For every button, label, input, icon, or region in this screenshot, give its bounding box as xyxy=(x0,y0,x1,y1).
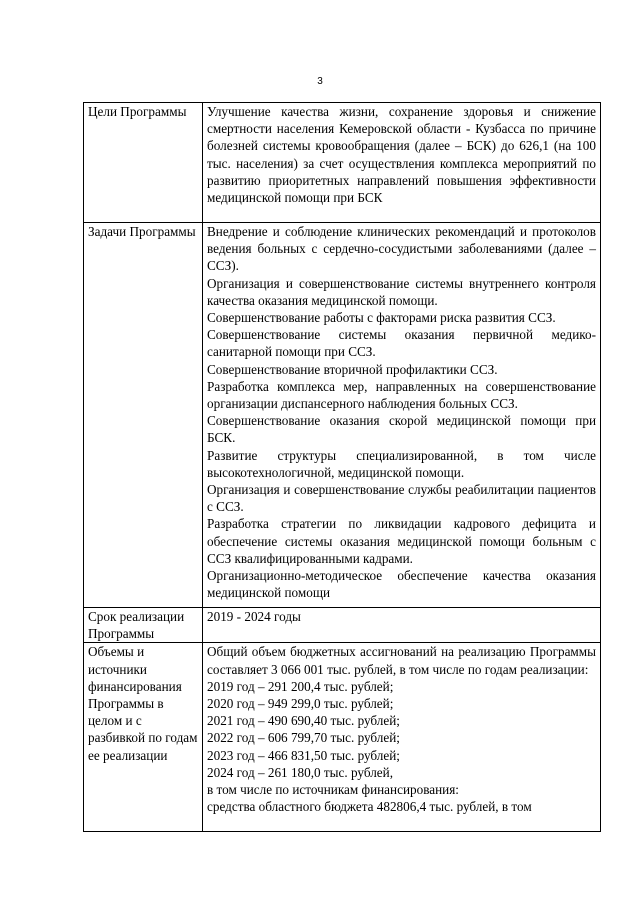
finance-regional-budget: средства областного бюджета 482806,4 тыс. рублей, в том xyxy=(207,799,532,815)
task-item: Организация и совершенствование службы реабилитации пациентов с ССЗ. xyxy=(207,482,596,515)
finance-year-item: 2021 год – 490 690,40 тыс. рублей; xyxy=(207,713,400,729)
finance-year-item: 2020 год – 949 299,0 тыс. рублей; xyxy=(207,696,394,712)
table-row-finance xyxy=(84,643,601,832)
term-text: 2019 - 2024 годы xyxy=(207,609,301,624)
finance-year-item: 2022 год – 606 799,70 тыс. рублей; xyxy=(207,730,400,746)
task-item: Организация и совершенствование системы внутреннего контроля качества оказания медицинской помощи. xyxy=(207,275,596,308)
finance-year-item: 2024 год – 261 180,0 тыс. рублей, xyxy=(207,764,393,780)
task-item: Совершенствование оказания скорой медицинской помощи при БСК. xyxy=(207,413,596,446)
table-row-tasks xyxy=(84,223,601,608)
page-number: 3 xyxy=(317,76,323,87)
task-item: Развитие структуры специализированной, в том числе высокотехнологичной, медицинской помощи. xyxy=(207,447,596,480)
finance-label: Объемы и источники финансирования Программы в целом и с разбивкой по годам ее реализации xyxy=(84,643,203,832)
program-passport-table xyxy=(83,102,601,832)
tasks-label: Задачи Программы xyxy=(84,223,203,608)
task-item: Совершенствование вторичной профилактики ССЗ. xyxy=(207,361,498,377)
task-item: Совершенствование работы с факторами риска развития ССЗ. xyxy=(207,310,556,326)
task-item: Разработка стратегии по ликвидации кадрового дефицита и обеспечение системы оказания медицинской помощи больным с ССЗ квалифицированными кадрами. xyxy=(207,516,596,566)
tasks-value xyxy=(203,223,601,608)
finance-year-item: 2019 год – 291 200,4 тыс. рублей; xyxy=(207,678,394,694)
goals-value xyxy=(203,103,601,223)
finance-value xyxy=(203,643,601,832)
term-label: Срок реализации Программы xyxy=(84,608,203,643)
finance-intro: Общий объем бюджетных ассигнований на реализацию Программы составляет 3 066 001 тыс. рублей, в том числе по годам реализации: xyxy=(207,644,596,677)
table-row-goals xyxy=(84,103,601,223)
task-item: Разработка комплекса мер, направленных на совершенствование организации диспансерного наблюдения больных ССЗ. xyxy=(207,378,596,412)
goals-label: Цели Программы xyxy=(84,103,203,223)
finance-year-item: 2023 год – 466 831,50 тыс. рублей; xyxy=(207,747,400,763)
task-item: Организационно-методическое обеспечение качества оказания медицинской помощи xyxy=(207,568,596,601)
task-item: Внедрение и соблюдение клинических рекомендаций и протоколов ведения больных с сердечно-сосудистыми заболеваниями (далее – ССЗ). xyxy=(207,224,596,274)
task-item: Совершенствование системы оказания первичной медико-санитарной помощи при ССЗ. xyxy=(207,327,596,360)
term-value xyxy=(203,608,601,643)
finance-sources-intro: в том числе по источникам финансирования: xyxy=(207,782,459,798)
goals-text: Улучшение качества жизни, сохранение здоровья и снижение смертности населения Кемеровской области - Кузбасса по причине болезней системы кровообращения (далее – БСК) до 626,1 (на 100 тыс. населения) за счет осуществления комплекса мероприятий по развитию приоритетных направлений повышения эффективности медицинской помощи при БСК xyxy=(207,104,596,206)
table-row-term xyxy=(84,608,601,643)
